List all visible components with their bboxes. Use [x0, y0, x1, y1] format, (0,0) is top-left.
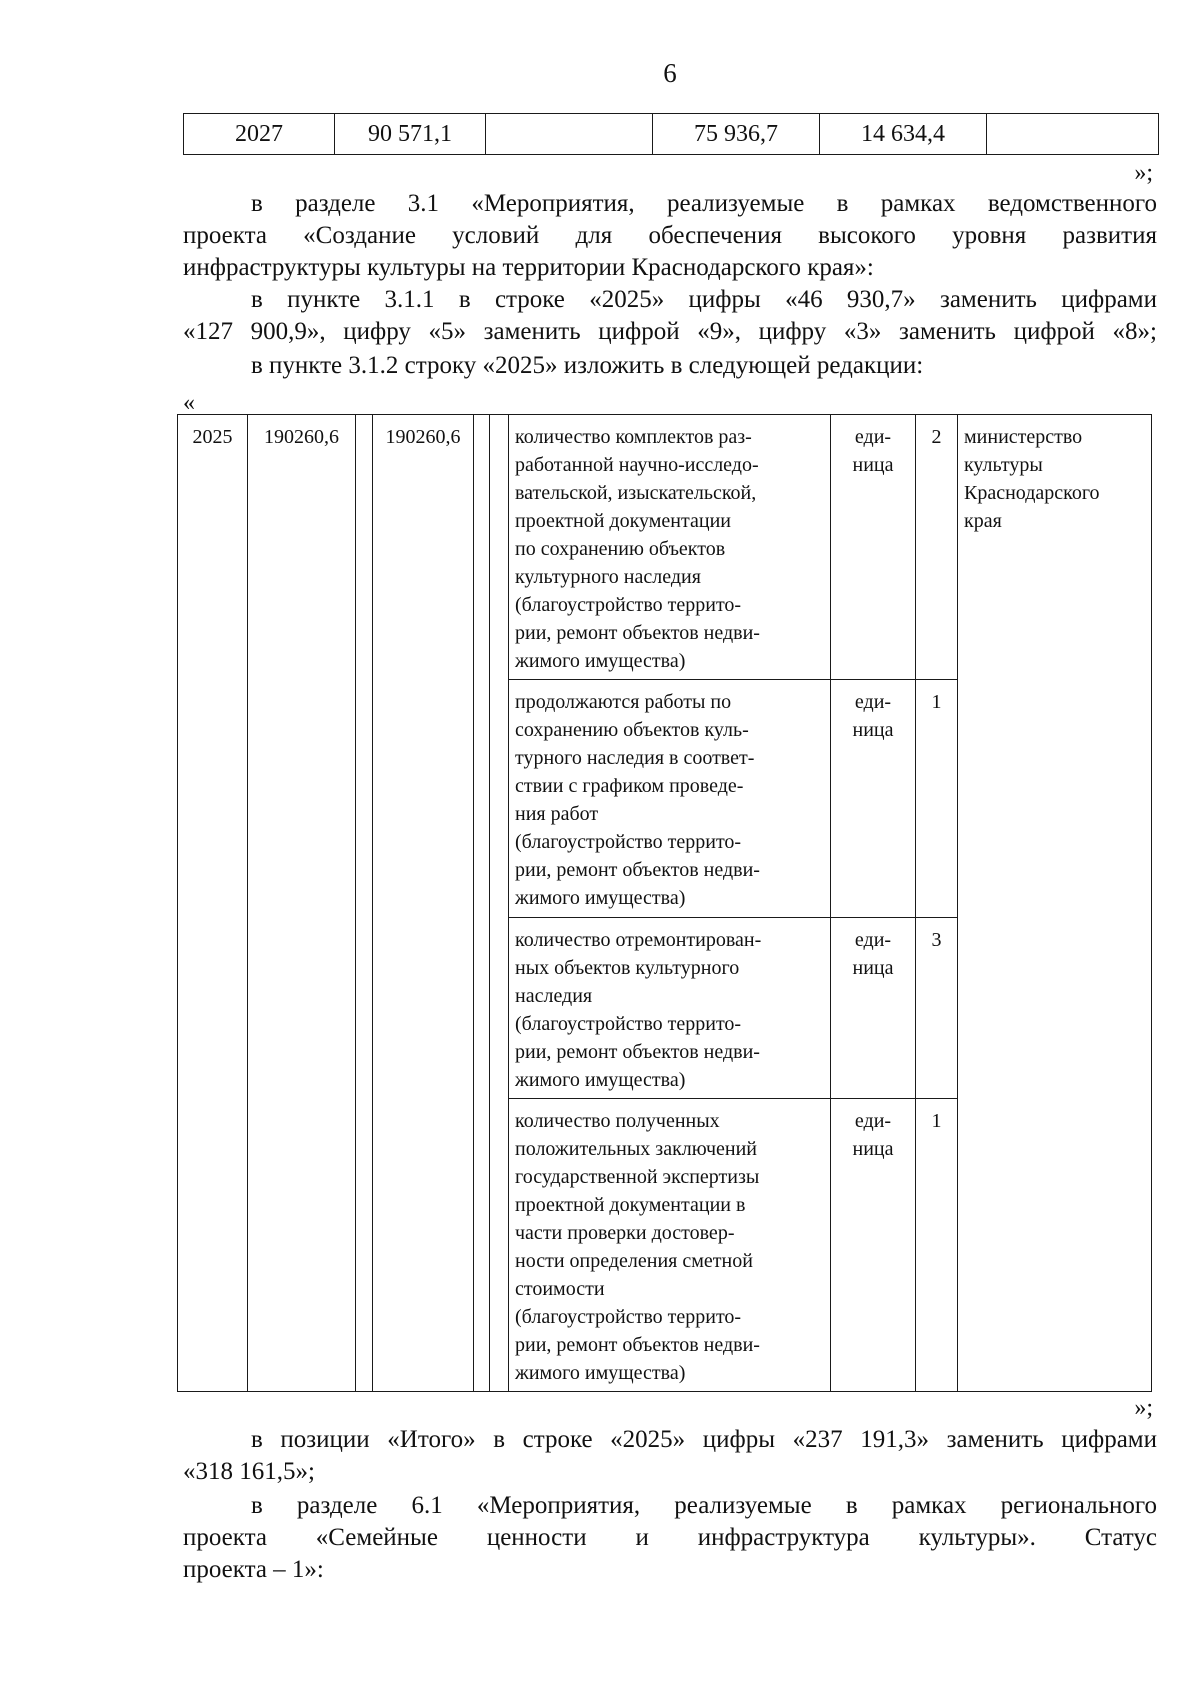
text-line: в пункте 3.1.1 в строке «2025» цифры «46 930,7» заменить цифрами: [251, 286, 1157, 313]
paragraph-itogo: [183, 1424, 1157, 1488]
indicator-description: [509, 1099, 831, 1392]
amount-cell: 190260,6: [373, 415, 474, 1392]
text-line: проекта – 1»:: [183, 1556, 324, 1583]
text-line: «127 900,9», цифру «5» заменить цифрой «9», цифру «3» заменить цифрой «8»;: [183, 318, 1157, 345]
empty-cell: [356, 415, 373, 1392]
page-number: 6: [663, 58, 677, 88]
continuation-table: [183, 113, 1159, 155]
opening-quote: «: [183, 390, 195, 416]
text-line: Краснодарского: [964, 482, 1100, 504]
text-line: края: [964, 510, 1002, 532]
text-line: в разделе 6.1 «Мероприятия, реализуемые в рамках регионального: [251, 1492, 1157, 1519]
text-line: ница: [852, 957, 894, 979]
text-line: ния работ: [515, 803, 599, 825]
empty-cell: [474, 415, 490, 1392]
text-line: инфраструктуры культуры на территории Краснодарского края»:: [183, 254, 874, 281]
text-line: проектной документации: [515, 510, 731, 532]
text-line: работанной научно-исследо-: [515, 454, 759, 476]
text-line: жимого имущества): [515, 650, 686, 672]
text-line: в разделе 3.1 «Мероприятия, реализуемые в рамках ведомственного: [251, 190, 1157, 217]
closing-quote: »;: [1134, 160, 1153, 186]
year-cell: 2025: [178, 415, 248, 1392]
organization-cell: [958, 415, 1152, 1392]
text-line: еди-: [854, 929, 892, 951]
quantity-cell: 1: [916, 1099, 958, 1392]
text-line: количество полученных: [515, 1110, 720, 1132]
indicator-description: [509, 415, 831, 680]
unit-cell: [831, 918, 916, 1099]
federal-cell: [486, 114, 653, 155]
total-cell: 90 571,1: [335, 114, 486, 155]
unit-cell: [831, 1099, 916, 1392]
text-line: ности определения сметной: [515, 1250, 753, 1272]
regional-cell: 75 936,7: [653, 114, 820, 155]
indicator-description: [509, 680, 831, 918]
text-line: культурного наследия: [515, 566, 701, 588]
paragraph-point-3-1-2: [183, 350, 1157, 382]
text-line: рии, ремонт объектов недви-: [515, 1041, 760, 1063]
empty-cell: [490, 415, 509, 1392]
text-line: еди-: [854, 1110, 892, 1132]
text-line: ствии с графиком проведе-: [515, 775, 744, 797]
text-line: (благоустройство террито-: [515, 594, 742, 616]
text-line: рии, ремонт объектов недви-: [515, 1334, 760, 1356]
text-line: культуры: [964, 454, 1043, 476]
edit-table: [177, 414, 1152, 1392]
text-line: жимого имущества): [515, 887, 686, 909]
text-line: еди-: [854, 426, 892, 448]
text-line: турного наследия в соответ-: [515, 747, 755, 769]
text-line: части проверки достовер-: [515, 1222, 735, 1244]
text-line: количество отремонтирован-: [515, 929, 762, 951]
text-line: ных объектов культурного: [515, 957, 740, 979]
year-cell: 2027: [184, 114, 335, 155]
quantity-cell: 3: [916, 918, 958, 1099]
text-line: ница: [852, 1138, 894, 1160]
indicator-description: [509, 918, 831, 1099]
text-line: наследия: [515, 985, 593, 1007]
text-line: еди-: [854, 691, 892, 713]
text-line: жимого имущества): [515, 1362, 686, 1384]
text-line: проекта «Семейные ценности и инфраструктура культуры». Статус: [183, 1524, 1157, 1551]
text-line: жимого имущества): [515, 1069, 686, 1091]
text-line: рии, ремонт объектов недви-: [515, 622, 760, 644]
text-line: (благоустройство террито-: [515, 1013, 742, 1035]
text-line: по сохранению объектов: [515, 538, 726, 560]
text-line: (благоустройство террито-: [515, 1306, 742, 1328]
unit-cell: [831, 415, 916, 680]
text-line: проектной документации в: [515, 1194, 746, 1216]
other-cell: [987, 114, 1159, 155]
paragraph-section-6-1: [183, 1490, 1157, 1586]
table-row: [178, 415, 1152, 680]
text-line: стоимости: [515, 1278, 605, 1300]
text-line: проекта «Создание условий для обеспечения высокого уровня развития: [183, 222, 1157, 249]
local-cell: 14 634,4: [820, 114, 987, 155]
paragraph-section-3-1: [183, 188, 1157, 284]
quantity-cell: 2: [916, 415, 958, 680]
text-line: (благоустройство террито-: [515, 831, 742, 853]
text-line: ница: [852, 719, 894, 741]
text-line: в позиции «Итого» в строке «2025» цифры «237 191,3» заменить цифрами: [251, 1426, 1157, 1453]
text-line: ница: [852, 454, 894, 476]
text-line: вательской, изыскательской,: [515, 482, 757, 504]
table-row: [184, 114, 1159, 155]
amount-total-cell: 190260,6: [248, 415, 356, 1392]
quantity-cell: 1: [916, 680, 958, 918]
text-line: положительных заключений: [515, 1138, 758, 1160]
text-line: количество комплектов раз-: [515, 426, 752, 448]
paragraph-point-3-1-1: [183, 284, 1157, 348]
text-line: в пункте 3.1.2 строку «2025» изложить в следующей редакции:: [251, 352, 924, 379]
text-line: рии, ремонт объектов недви-: [515, 859, 760, 881]
closing-quote: »;: [1134, 1395, 1153, 1421]
text-line: продолжаются работы по: [515, 691, 732, 713]
text-line: «318 161,5»;: [183, 1458, 315, 1485]
text-line: сохранению объектов куль-: [515, 719, 749, 741]
text-line: государственной экспертизы: [515, 1166, 760, 1188]
text-line: министерство: [964, 426, 1083, 448]
unit-cell: [831, 680, 916, 918]
